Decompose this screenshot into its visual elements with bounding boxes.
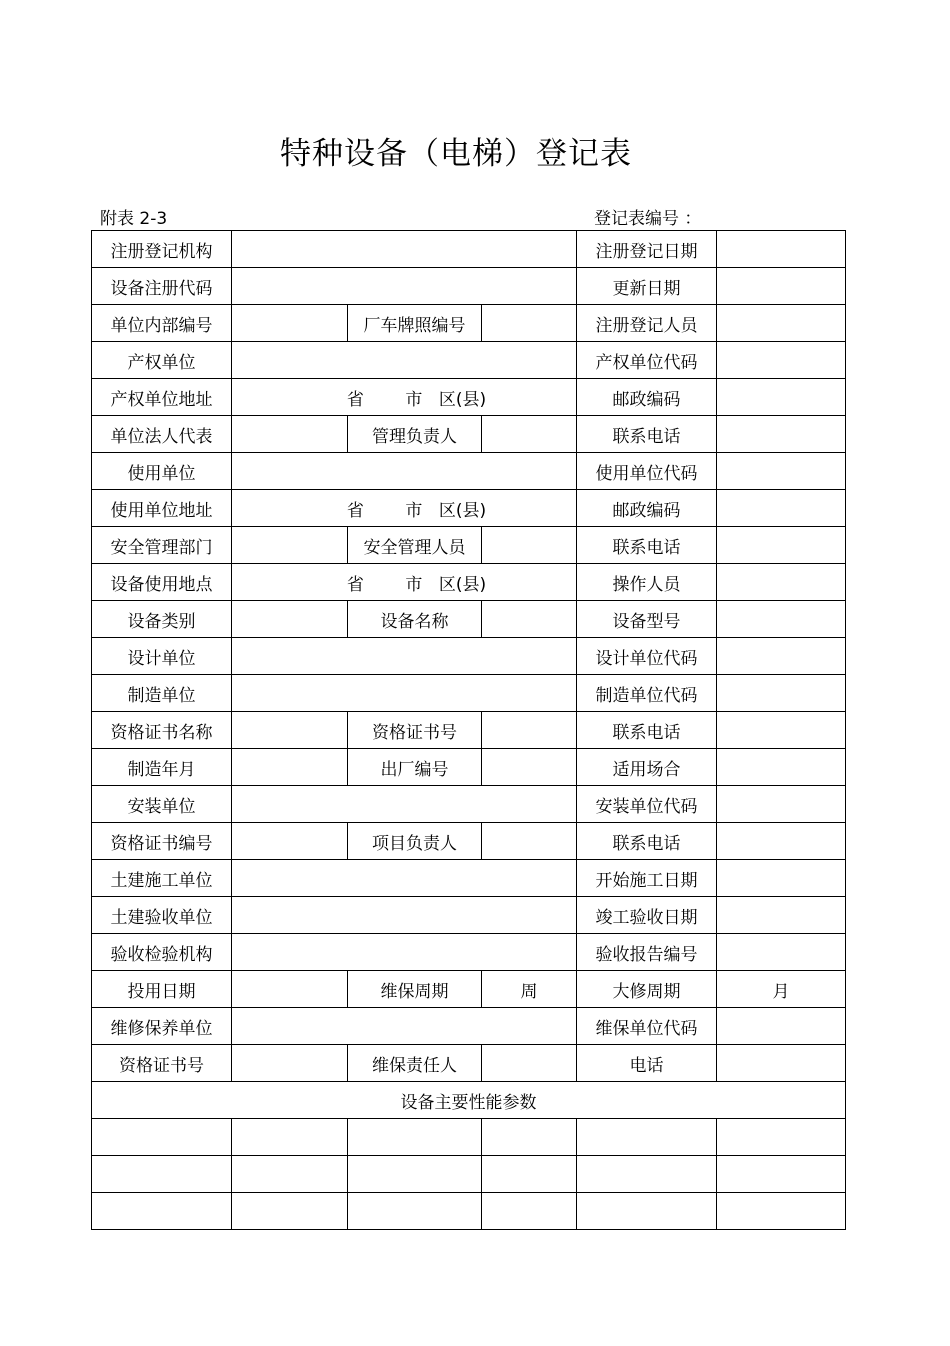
- field-label: 土建施工单位: [92, 860, 232, 897]
- page-title: 特种设备（电梯）登记表: [280, 136, 632, 172]
- address-district-label: 区(县): [438, 389, 487, 410]
- field-value[interactable]: [232, 601, 348, 638]
- field-value[interactable]: [232, 305, 348, 342]
- field-label: 操作人员: [577, 564, 717, 601]
- field-value[interactable]: [232, 823, 348, 860]
- field-label: 开始施工日期: [577, 860, 717, 897]
- field-value[interactable]: [232, 527, 348, 564]
- field-value[interactable]: [232, 897, 577, 934]
- form-row: [92, 749, 846, 786]
- parameter-cell[interactable]: [717, 1119, 846, 1156]
- parameter-cell[interactable]: [717, 1156, 846, 1193]
- parameter-row: [92, 1156, 846, 1193]
- field-label: 产权单位: [92, 342, 232, 379]
- field-label: 单位法人代表: [92, 416, 232, 453]
- field-label: 项目负责人: [348, 823, 482, 860]
- field-label: 设备类别: [92, 601, 232, 638]
- field-label: 使用单位地址: [92, 490, 232, 527]
- field-label: 设备注册代码: [92, 268, 232, 305]
- field-value[interactable]: [717, 1008, 846, 1045]
- field-value[interactable]: [717, 527, 846, 564]
- field-value[interactable]: [717, 268, 846, 305]
- field-value[interactable]: [717, 675, 846, 712]
- field-label: 产权单位代码: [577, 342, 717, 379]
- form-row: [92, 675, 846, 712]
- field-value[interactable]: [717, 416, 846, 453]
- field-value[interactable]: [717, 934, 846, 971]
- field-label: 邮政编码: [577, 379, 717, 416]
- unit-field[interactable]: 周: [482, 971, 577, 1008]
- parameter-cell[interactable]: [92, 1156, 232, 1193]
- parameter-cell[interactable]: [577, 1156, 717, 1193]
- form-row: [92, 453, 846, 490]
- field-value[interactable]: [717, 786, 846, 823]
- field-value[interactable]: [717, 453, 846, 490]
- parameter-cell[interactable]: [577, 1119, 717, 1156]
- parameter-cell[interactable]: [348, 1156, 482, 1193]
- field-value[interactable]: [717, 860, 846, 897]
- form-row: [92, 416, 846, 453]
- form-row: [92, 490, 846, 527]
- form-row: [92, 305, 846, 342]
- field-label: 联系电话: [577, 712, 717, 749]
- field-label: 设计单位代码: [577, 638, 717, 675]
- field-label: 维修保养单位: [92, 1008, 232, 1045]
- field-value[interactable]: [232, 1045, 348, 1082]
- registration-number-label: 登记表编号 ：: [594, 209, 702, 229]
- field-label: 联系电话: [577, 416, 717, 453]
- field-label: 使用单位: [92, 453, 232, 490]
- field-value[interactable]: [482, 305, 577, 342]
- form-row: [92, 860, 846, 897]
- form-row: [92, 527, 846, 564]
- parameter-cell[interactable]: [348, 1193, 482, 1230]
- field-label: 使用单位代码: [577, 453, 717, 490]
- field-label: 厂车牌照编号: [348, 305, 482, 342]
- form-row: [92, 379, 846, 416]
- field-label: 制造单位: [92, 675, 232, 712]
- form-row: [92, 971, 846, 1008]
- field-value[interactable]: [717, 712, 846, 749]
- parameter-row: [92, 1193, 846, 1230]
- field-label: 联系电话: [577, 823, 717, 860]
- section-row: [92, 1082, 846, 1119]
- field-label: 验收检验机构: [92, 934, 232, 971]
- parameter-cell[interactable]: [232, 1119, 348, 1156]
- field-label: 适用场合: [577, 749, 717, 786]
- field-label: 设计单位: [92, 638, 232, 675]
- field-value[interactable]: [717, 342, 846, 379]
- form-row: [92, 1008, 846, 1045]
- field-label: 制造年月: [92, 749, 232, 786]
- field-value[interactable]: [232, 786, 577, 823]
- field-label: 安全管理人员: [348, 527, 482, 564]
- field-label: 安装单位: [92, 786, 232, 823]
- form-row: [92, 268, 846, 305]
- form-row: [92, 638, 846, 675]
- field-value[interactable]: [232, 860, 577, 897]
- field-label: 注册登记日期: [577, 231, 717, 268]
- parameter-cell[interactable]: [232, 1193, 348, 1230]
- address-city-label: 市: [405, 574, 423, 595]
- form-row: [92, 897, 846, 934]
- address-field[interactable]: [232, 379, 577, 416]
- form-row: [92, 823, 846, 860]
- field-label: 电话: [577, 1045, 717, 1082]
- field-value[interactable]: [232, 934, 577, 971]
- address-city-label: 市: [405, 389, 423, 410]
- field-label: 产权单位地址: [92, 379, 232, 416]
- form-row: [92, 342, 846, 379]
- attachment-number: 附表 2-3: [100, 209, 168, 229]
- field-value[interactable]: [232, 342, 577, 379]
- field-label: 设备名称: [348, 601, 482, 638]
- field-label: 安装单位代码: [577, 786, 717, 823]
- address-province-label: 省: [346, 389, 364, 410]
- field-value[interactable]: [232, 231, 577, 268]
- field-label: 资格证书号: [92, 1045, 232, 1082]
- field-value[interactable]: [717, 1045, 846, 1082]
- field-label: 维保责任人: [348, 1045, 482, 1082]
- field-label: 出厂编号: [348, 749, 482, 786]
- field-value[interactable]: [717, 749, 846, 786]
- field-value[interactable]: [482, 416, 577, 453]
- address-field[interactable]: [232, 564, 577, 601]
- field-label: 注册登记机构: [92, 231, 232, 268]
- parameter-cell[interactable]: [482, 1193, 577, 1230]
- address-district-label: 区(县): [438, 500, 487, 521]
- field-label: 验收报告编号: [577, 934, 717, 971]
- field-value[interactable]: [482, 823, 577, 860]
- form-row: [92, 1045, 846, 1082]
- section-title: 设备主要性能参数: [92, 1082, 846, 1119]
- address-district-label: 区(县): [438, 574, 487, 595]
- field-label: 大修周期: [577, 971, 717, 1008]
- field-value[interactable]: [232, 268, 577, 305]
- field-label: 更新日期: [577, 268, 717, 305]
- field-value[interactable]: [232, 638, 577, 675]
- field-value[interactable]: [482, 749, 577, 786]
- field-label: 设备使用地点: [92, 564, 232, 601]
- field-label: 单位内部编号: [92, 305, 232, 342]
- field-value[interactable]: [717, 305, 846, 342]
- field-value[interactable]: [482, 527, 577, 564]
- parameter-cell[interactable]: [577, 1193, 717, 1230]
- parameter-cell[interactable]: [232, 1156, 348, 1193]
- field-value[interactable]: [717, 490, 846, 527]
- field-value[interactable]: [232, 749, 348, 786]
- field-label: 联系电话: [577, 527, 717, 564]
- field-label: 土建验收单位: [92, 897, 232, 934]
- field-value[interactable]: [717, 823, 846, 860]
- field-label: 注册登记人员: [577, 305, 717, 342]
- unit-field[interactable]: 月: [717, 971, 846, 1008]
- parameter-cell[interactable]: [348, 1119, 482, 1156]
- field-value[interactable]: [717, 231, 846, 268]
- field-label: 维保单位代码: [577, 1008, 717, 1045]
- form-row: [92, 231, 846, 268]
- field-label: 设备型号: [577, 601, 717, 638]
- field-label: 管理负责人: [348, 416, 482, 453]
- field-label: 资格证书编号: [92, 823, 232, 860]
- field-value[interactable]: [717, 638, 846, 675]
- form-row: [92, 786, 846, 823]
- field-value[interactable]: [717, 564, 846, 601]
- address-city-label: 市: [405, 500, 423, 521]
- field-value[interactable]: [232, 416, 348, 453]
- field-value[interactable]: [232, 453, 577, 490]
- address-province-label: 省: [346, 500, 364, 521]
- field-value[interactable]: [232, 971, 348, 1008]
- field-value[interactable]: [482, 601, 577, 638]
- form-row: [92, 934, 846, 971]
- field-label: 维保周期: [348, 971, 482, 1008]
- form-row: [92, 564, 846, 601]
- field-value[interactable]: [232, 712, 348, 749]
- field-value[interactable]: [717, 897, 846, 934]
- field-label: 邮政编码: [577, 490, 717, 527]
- parameter-cell[interactable]: [92, 1193, 232, 1230]
- field-value[interactable]: [232, 675, 577, 712]
- parameter-row: [92, 1119, 846, 1156]
- registration-form-table: [91, 230, 846, 1230]
- form-row: [92, 601, 846, 638]
- field-value[interactable]: [717, 379, 846, 416]
- field-label: 制造单位代码: [577, 675, 717, 712]
- form-row: [92, 712, 846, 749]
- parameter-cell[interactable]: [92, 1119, 232, 1156]
- parameter-cell[interactable]: [482, 1156, 577, 1193]
- field-label: 竣工验收日期: [577, 897, 717, 934]
- address-field[interactable]: [232, 490, 577, 527]
- parameter-cell[interactable]: [482, 1119, 577, 1156]
- field-value[interactable]: [717, 601, 846, 638]
- field-value[interactable]: [482, 712, 577, 749]
- field-label: 资格证书号: [348, 712, 482, 749]
- field-label: 投用日期: [92, 971, 232, 1008]
- field-label: 安全管理部门: [92, 527, 232, 564]
- field-value[interactable]: [482, 1045, 577, 1082]
- address-province-label: 省: [346, 574, 364, 595]
- parameter-cell[interactable]: [717, 1193, 846, 1230]
- field-label: 资格证书名称: [92, 712, 232, 749]
- field-value[interactable]: [232, 1008, 577, 1045]
